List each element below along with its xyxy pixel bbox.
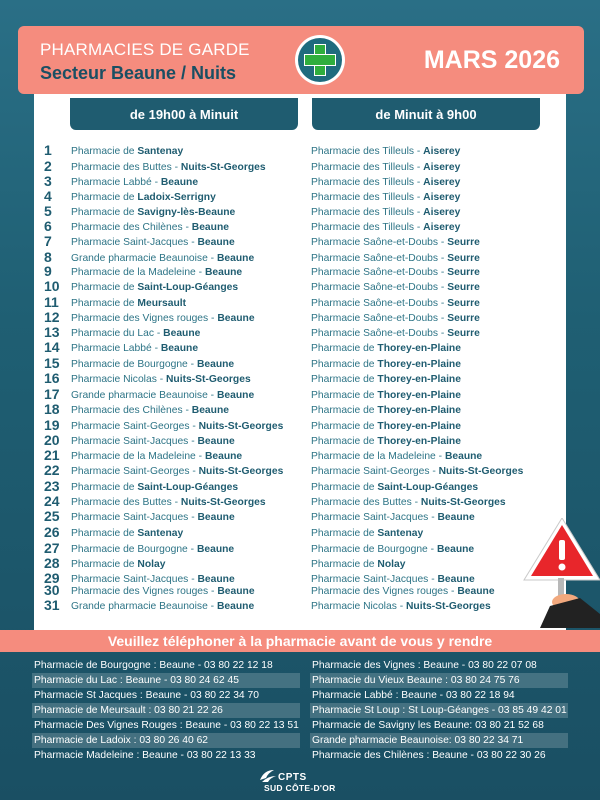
schedule-row bbox=[0, 432, 600, 450]
evening-pharmacy: Pharmacie de Nolay bbox=[71, 559, 166, 570]
day-number: 4 bbox=[44, 188, 52, 204]
day-number: 22 bbox=[44, 462, 60, 478]
day-number: 9 bbox=[44, 263, 52, 279]
day-number: 25 bbox=[44, 508, 60, 524]
schedule-row bbox=[0, 278, 600, 296]
schedule-row bbox=[0, 158, 600, 176]
cpts-logo-icon bbox=[258, 768, 348, 798]
evening-pharmacy: Pharmacie de Bourgogne - Beaune bbox=[71, 359, 235, 370]
schedule-row bbox=[0, 173, 600, 191]
evening-pharmacy: Pharmacie des Buttes - Nuits-St-Georges bbox=[71, 497, 266, 508]
logo-cpts: CPTS bbox=[278, 772, 307, 783]
night-pharmacy: Pharmacie Saône-et-Doubs - Seurre bbox=[311, 267, 480, 278]
evening-pharmacy: Pharmacie des Vignes rouges - Beaune bbox=[71, 586, 255, 597]
schedule-row bbox=[0, 417, 600, 435]
schedule-row bbox=[0, 508, 600, 526]
night-pharmacy: Pharmacie des Tilleuls - Aiserey bbox=[311, 162, 461, 173]
schedule-row bbox=[0, 309, 600, 327]
night-pharmacy: Pharmacie Saône-et-Doubs - Seurre bbox=[311, 328, 480, 339]
schedule-row bbox=[0, 447, 600, 465]
evening-pharmacy: Pharmacie de Bourgogne - Beaune bbox=[71, 544, 235, 555]
day-number: 2 bbox=[44, 158, 52, 174]
night-pharmacy: Pharmacie des Tilleuls - Aiserey bbox=[311, 192, 461, 203]
evening-pharmacy: Pharmacie de Santenay bbox=[71, 528, 184, 539]
day-number: 1 bbox=[44, 142, 52, 158]
evening-pharmacy: Pharmacie de la Madeleine - Beaune bbox=[71, 451, 243, 462]
schedule-row bbox=[0, 386, 600, 404]
evening-pharmacy: Pharmacie des Buttes - Nuits-St-Georges bbox=[71, 162, 266, 173]
contact-item: Pharmacie de Bourgogne : Beaune - 03 80 22 12 18 bbox=[34, 660, 273, 671]
night-pharmacy: Pharmacie Saint-Georges - Nuits-St-Georges bbox=[311, 466, 524, 477]
evening-pharmacy: Pharmacie de Saint-Loup-Géanges bbox=[71, 482, 239, 493]
header-month: MARS 2026 bbox=[423, 46, 560, 74]
evening-pharmacy: Pharmacie de Saint-Loup-Géanges bbox=[71, 282, 239, 293]
contact-item: Pharmacie St Loup : St Loup-Géanges - 03 85 49 42 01 bbox=[312, 705, 567, 716]
night-pharmacy: Pharmacie Saône-et-Doubs - Seurre bbox=[311, 313, 480, 324]
contact-item: Pharmacie St Jacques : Beaune - 03 80 22 34 70 bbox=[34, 690, 259, 701]
evening-pharmacy: Grande pharmacie Beaunoise - Beaune bbox=[71, 253, 255, 264]
header-banner bbox=[18, 26, 584, 94]
evening-pharmacy: Pharmacie Labbé - Beaune bbox=[71, 177, 199, 188]
night-pharmacy: Pharmacie Saint-Jacques - Beaune bbox=[311, 512, 475, 523]
day-number: 15 bbox=[44, 355, 60, 371]
contact-item: Pharmacie des Chilènes : Beaune - 03 80 22 30 26 bbox=[312, 750, 546, 761]
evening-pharmacy: Grande pharmacie Beaunoise - Beaune bbox=[71, 390, 255, 401]
day-number: 26 bbox=[44, 524, 60, 540]
schedule-row bbox=[0, 462, 600, 480]
evening-pharmacy: Pharmacie du Lac - Beaune bbox=[71, 328, 201, 339]
evening-pharmacy: Grande pharmacie Beaunoise - Beaune bbox=[71, 601, 255, 612]
schedule-row bbox=[0, 597, 600, 615]
night-pharmacy: Pharmacie des Tilleuls - Aiserey bbox=[311, 146, 461, 157]
schedule-row bbox=[0, 324, 600, 342]
day-number: 12 bbox=[44, 309, 60, 325]
day-number: 28 bbox=[44, 555, 60, 571]
day-number: 16 bbox=[44, 370, 60, 386]
contact-item: Pharmacie du Lac : Beaune - 03 80 24 62 45 bbox=[32, 673, 300, 688]
evening-pharmacy: Pharmacie de Meursault bbox=[71, 298, 187, 309]
contact-item: Pharmacie des Vignes : Beaune - 03 80 22 07 08 bbox=[312, 660, 537, 671]
schedule-row bbox=[0, 493, 600, 511]
night-pharmacy: Pharmacie de Thorey-en-Plaine bbox=[311, 343, 461, 354]
night-pharmacy: Pharmacie Saône-et-Doubs - Seurre bbox=[311, 282, 480, 293]
evening-pharmacy: Pharmacie des Chilènes - Beaune bbox=[71, 405, 229, 416]
day-number: 31 bbox=[44, 597, 60, 613]
schedule-row bbox=[0, 478, 600, 496]
contact-item: Pharmacie de Ladoix : 03 80 26 40 62 bbox=[32, 733, 300, 748]
contact-item: Pharmacie du Vieux Beaune : 03 80 24 75 76 bbox=[310, 673, 568, 688]
night-pharmacy: Pharmacie Saône-et-Doubs - Seurre bbox=[311, 298, 480, 309]
schedule-row bbox=[0, 203, 600, 221]
night-pharmacy: Pharmacie Saône-et-Doubs - Seurre bbox=[311, 237, 480, 248]
day-number: 30 bbox=[44, 582, 60, 598]
day-number: 7 bbox=[44, 233, 52, 249]
schedule-row bbox=[0, 582, 600, 600]
night-pharmacy: Pharmacie Saône-et-Doubs - Seurre bbox=[311, 253, 480, 264]
evening-pharmacy: Pharmacie des Chilènes - Beaune bbox=[71, 222, 229, 233]
night-pharmacy: Pharmacie de la Madeleine - Beaune bbox=[311, 451, 483, 462]
evening-pharmacy: Pharmacie Nicolas - Nuits-St-Georges bbox=[71, 374, 251, 385]
contact-item: Pharmacie Madeleine : Beaune - 03 80 22 13 33 bbox=[34, 750, 256, 761]
day-number: 6 bbox=[44, 218, 52, 234]
column-header-evening: de 19h00 à Minuit bbox=[70, 98, 298, 130]
contact-item: Pharmacie Labbé : Beaune - 03 80 22 18 94 bbox=[312, 690, 515, 701]
night-pharmacy: Pharmacie de Santenay bbox=[311, 528, 424, 539]
schedule-row bbox=[0, 355, 600, 373]
column-header-night: de Minuit à 9h00 bbox=[312, 98, 540, 130]
night-pharmacy: Pharmacie de Thorey-en-Plaine bbox=[311, 405, 461, 416]
notice-bar: Veuillez téléphoner à la pharmacie avant de vous y rendre bbox=[0, 630, 600, 652]
day-number: 27 bbox=[44, 540, 60, 556]
night-pharmacy: Pharmacie de Saint-Loup-Géanges bbox=[311, 482, 479, 493]
schedule-row bbox=[0, 188, 600, 206]
day-number: 8 bbox=[44, 249, 52, 265]
day-number: 20 bbox=[44, 432, 60, 448]
contact-item: Pharmacie de Meursault : 03 80 21 22 26 bbox=[32, 703, 300, 718]
evening-pharmacy: Pharmacie de la Madeleine - Beaune bbox=[71, 267, 243, 278]
evening-pharmacy: Pharmacie des Vignes rouges - Beaune bbox=[71, 313, 255, 324]
evening-pharmacy: Pharmacie Saint-Jacques - Beaune bbox=[71, 436, 235, 447]
night-pharmacy: Pharmacie de Nolay bbox=[311, 559, 406, 570]
header-title: PHARMACIES DE GARDE bbox=[40, 40, 250, 59]
day-number: 19 bbox=[44, 417, 60, 433]
night-pharmacy: Pharmacie des Buttes - Nuits-St-Georges bbox=[311, 497, 506, 508]
day-number: 14 bbox=[44, 339, 60, 355]
header-sector: Secteur Beaune / Nuits bbox=[40, 63, 237, 83]
schedule-row bbox=[0, 540, 600, 558]
night-pharmacy: Pharmacie de Thorey-en-Plaine bbox=[311, 436, 461, 447]
schedule-row bbox=[0, 294, 600, 312]
evening-pharmacy: Pharmacie de Ladoix-Serrigny bbox=[71, 192, 216, 203]
logo-region: SUD CÔTE-D'OR bbox=[264, 783, 336, 793]
night-pharmacy: Pharmacie des Tilleuls - Aiserey bbox=[311, 207, 461, 218]
contact-item: Pharmacie Des Vignes Rouges : Beaune - 03 80 22 13 51 bbox=[34, 720, 299, 731]
day-number: 13 bbox=[44, 324, 60, 340]
evening-pharmacy: Pharmacie de Savigny-lès-Beaune bbox=[71, 207, 236, 218]
pharmacy-cross-icon bbox=[295, 35, 345, 85]
schedule-row bbox=[0, 249, 600, 267]
schedule-row bbox=[0, 218, 600, 236]
evening-pharmacy: Pharmacie Saint-Jacques - Beaune bbox=[71, 512, 235, 523]
schedule-row bbox=[0, 524, 600, 542]
evening-pharmacy: Pharmacie de Santenay bbox=[71, 146, 184, 157]
evening-pharmacy: Pharmacie Saint-Jacques - Beaune bbox=[71, 237, 235, 248]
contact-item: Pharmacie de Savigny les Beaune: 03 80 21 52 68 bbox=[312, 720, 544, 731]
day-number: 10 bbox=[44, 278, 60, 294]
schedule-row bbox=[0, 370, 600, 388]
day-number: 21 bbox=[44, 447, 60, 463]
day-number: 3 bbox=[44, 173, 52, 189]
schedule-row bbox=[0, 339, 600, 357]
day-number: 24 bbox=[44, 493, 60, 509]
schedule-row bbox=[0, 142, 600, 160]
day-number: 29 bbox=[44, 570, 60, 586]
contact-item: Grande pharmacie Beaunoise: 03 80 22 34 71 bbox=[310, 733, 568, 748]
day-number: 11 bbox=[44, 294, 59, 310]
evening-pharmacy: Pharmacie Saint-Jacques - Beaune bbox=[71, 574, 235, 585]
evening-pharmacy: Pharmacie Saint-Georges - Nuits-St-Georges bbox=[71, 421, 284, 432]
night-pharmacy: Pharmacie de Thorey-en-Plaine bbox=[311, 374, 461, 385]
schedule-row bbox=[0, 401, 600, 419]
evening-pharmacy: Pharmacie Saint-Georges - Nuits-St-Georges bbox=[71, 466, 284, 477]
night-pharmacy: Pharmacie des Tilleuls - Aiserey bbox=[311, 222, 461, 233]
day-number: 17 bbox=[44, 386, 60, 402]
night-pharmacy: Pharmacie Nicolas - Nuits-St-Georges bbox=[311, 601, 491, 612]
night-pharmacy: Pharmacie Saint-Jacques - Beaune bbox=[311, 574, 475, 585]
night-pharmacy: Pharmacie des Vignes rouges - Beaune bbox=[311, 586, 495, 597]
schedule-row bbox=[0, 233, 600, 251]
night-pharmacy: Pharmacie de Thorey-en-Plaine bbox=[311, 390, 461, 401]
day-number: 18 bbox=[44, 401, 60, 417]
day-number: 23 bbox=[44, 478, 60, 494]
day-number: 5 bbox=[44, 203, 52, 219]
warning-sign-icon bbox=[520, 518, 600, 628]
schedule-row bbox=[0, 555, 600, 573]
evening-pharmacy: Pharmacie Labbé - Beaune bbox=[71, 343, 199, 354]
schedule-row bbox=[0, 263, 600, 281]
night-pharmacy: Pharmacie de Bourgogne - Beaune bbox=[311, 544, 475, 555]
night-pharmacy: Pharmacie de Thorey-en-Plaine bbox=[311, 359, 461, 370]
night-pharmacy: Pharmacie de Thorey-en-Plaine bbox=[311, 421, 461, 432]
night-pharmacy: Pharmacie des Tilleuls - Aiserey bbox=[311, 177, 461, 188]
